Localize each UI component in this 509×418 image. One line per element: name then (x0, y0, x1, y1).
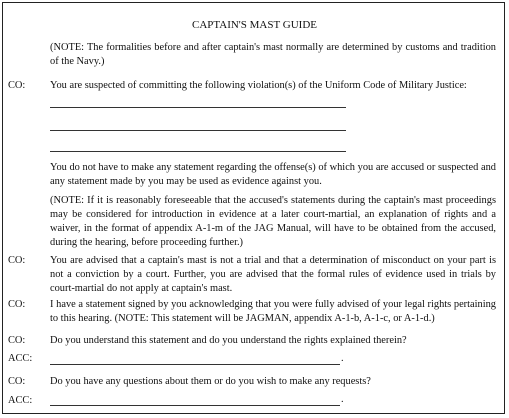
violation-blank-line-2 (50, 130, 346, 131)
page-title: CAPTAIN'S MAST GUIDE (192, 19, 317, 31)
question-understand: Do you understand this statement and do you understand the rights explained therein? (50, 335, 407, 346)
violation-blank-line-1 (50, 107, 346, 108)
statement-violation: You are suspected of committing the following violation(s) of the Uniform Code of Military Justice: (50, 80, 467, 91)
acc-answer-period-1: . (341, 353, 344, 364)
speaker-acc: ACC: (8, 353, 33, 364)
statement-rights: You do not have to make any statement regarding the offense(s) of which you are accused or suspected and any statement made by you may be used as evidence against you. (50, 162, 496, 187)
speaker-co: CO: (8, 335, 26, 346)
speaker-co: CO: (8, 255, 26, 266)
speaker-co: CO: (8, 376, 26, 387)
note-court-martial: (NOTE: If it is reasonably foreseeable that the accused's statements during the captain's mast proceedings may be considered for introduction in evidence at a later court-martial, an explanation of rights and a waiver, in the format of appendix A-1-m of the JAG Manual, will have to be obtained from the accused, during the hearing, before proceeding further.) (50, 195, 496, 248)
speaker-acc: ACC: (8, 395, 33, 406)
statement-signed-acknowledgment: I have a statement signed by you acknowledging that you were fully advised of your legal rights pertaining to this hearing. (NOTE: This statement will be JAGMAN, appendix A-1-b, A-1-c, or A-1-d.) (50, 299, 496, 324)
acc-answer-line-2 (50, 405, 340, 406)
speaker-co: CO: (8, 299, 26, 310)
statement-not-trial: You are advised that a captain's mast is not a trial and that a determination of misconduct on your part is not a conviction by a court. Further, you are advised that the formal rules of evidence used in trials by court-martial do not apply at captain's mast. (50, 255, 496, 294)
intro-note: (NOTE: The formalities before and after captain's mast normally are determined by customs and tradition of the Navy.) (50, 42, 496, 67)
question-requests: Do you have any questions about them or do you wish to make any requests? (50, 376, 371, 387)
violation-blank-line-3 (50, 151, 346, 152)
acc-answer-period-2: . (341, 394, 344, 405)
speaker-co: CO: (8, 80, 26, 91)
acc-answer-line-1 (50, 364, 340, 365)
